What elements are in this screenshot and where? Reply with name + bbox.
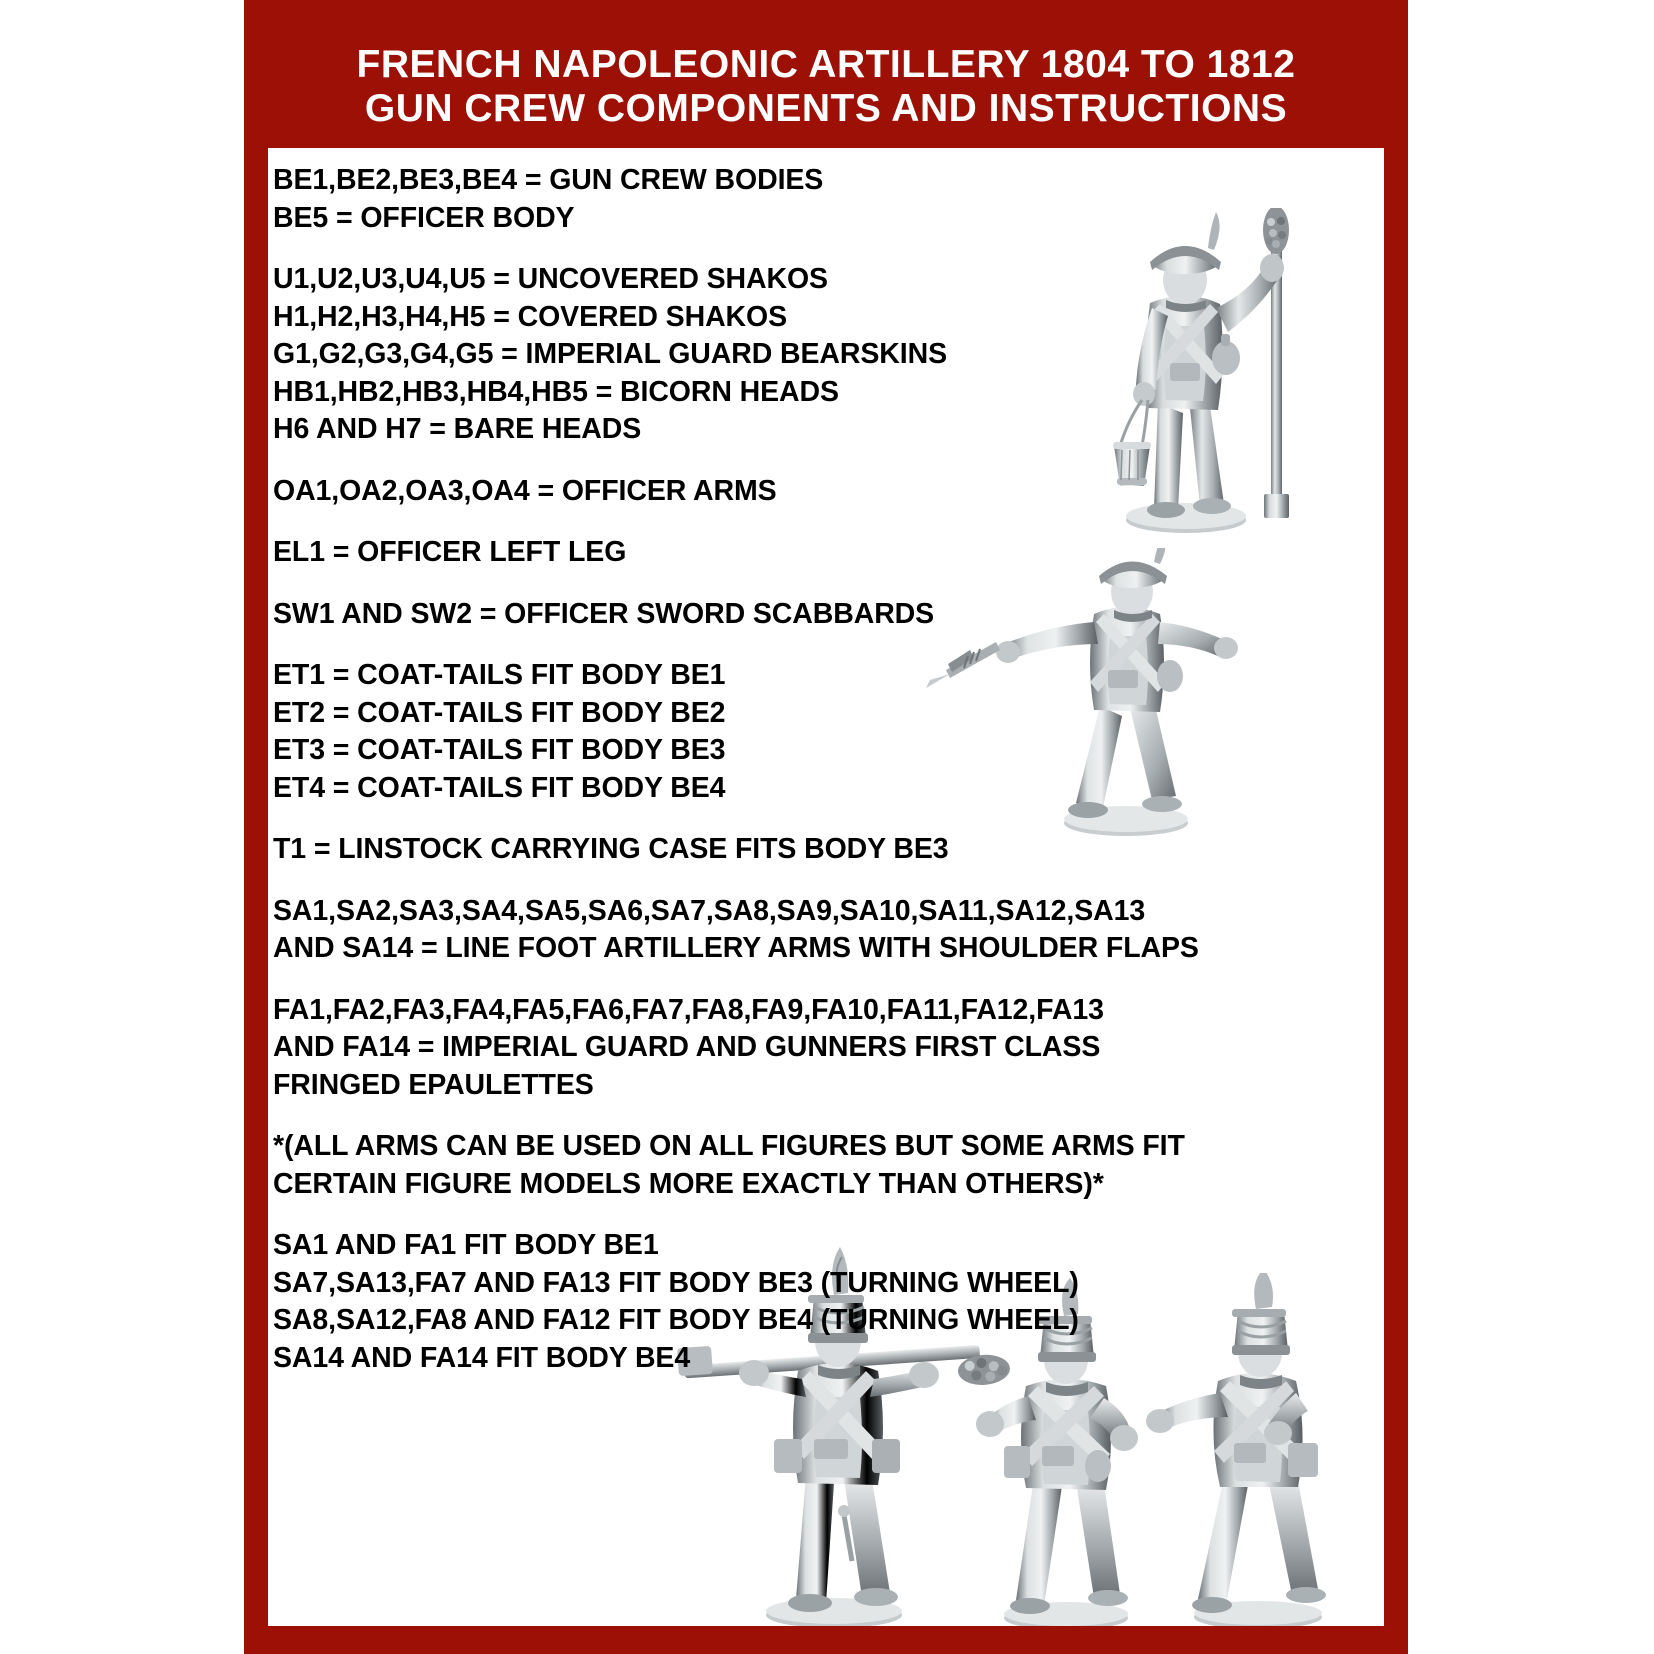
instruction-line: FRINGED EPAULETTES (273, 1068, 594, 1101)
instruction-line: ET2 = COAT-TAILS FIT BODY BE2 (273, 696, 726, 729)
text-spacer (273, 633, 1379, 657)
instruction-line: FA1,FA2,FA3,FA4,FA5,FA6,FA7,FA8,FA9,FA10,FA11,FA12,FA13 (273, 993, 1104, 1026)
text-spacer (273, 237, 1379, 261)
instruction-line: BE1,BE2,BE3,BE4 = GUN CREW BODIES (273, 164, 824, 196)
instruction-line: OA1,OA2,OA3,OA4 = OFFICER ARMS (273, 474, 777, 507)
title-banner (244, 0, 1408, 148)
text-spacer (273, 807, 1379, 831)
instruction-line: SA7,SA13,FA7 AND FA13 FIT BODY BE3 (TURNING WHEEL) (273, 1266, 1079, 1299)
page-title-line-2: GUN CREW COMPONENTS AND INSTRUCTIONS (364, 87, 1288, 130)
instruction-line: AND FA14 = IMPERIAL GUARD AND GUNNERS FIRST CLASS (273, 1031, 1101, 1063)
text-spacer (273, 449, 1379, 473)
instruction-line: AND SA14 = LINE FOOT ARTILLERY ARMS WITH SHOULDER FLAPS (273, 932, 1199, 964)
instruction-line: SA1 AND FA1 FIT BODY BE1 (273, 1229, 659, 1261)
text-spacer (273, 1104, 1379, 1128)
text-spacer (273, 869, 1379, 893)
instruction-line: CERTAIN FIGURE MODELS MORE EXACTLY THAN OTHERS)* (273, 1167, 1104, 1200)
text-spacer (273, 968, 1379, 992)
instruction-line: U1,U2,U3,U4,U5 = UNCOVERED SHAKOS (273, 263, 828, 295)
text-spacer (273, 510, 1379, 534)
instruction-line: G1,G2,G3,G4,G5 = IMPERIAL GUARD BEARSKINS (273, 338, 947, 370)
text-spacer (273, 572, 1379, 596)
instruction-line: ET3 = COAT-TAILS FIT BODY BE3 (273, 734, 726, 766)
instruction-line: T1 = LINSTOCK CARRYING CASE FITS BODY BE3 (273, 833, 949, 865)
instruction-line: BE5 = OFFICER BODY (273, 201, 575, 234)
instruction-line: H6 AND H7 = BARE HEADS (273, 413, 642, 445)
text-spacer (273, 1203, 1379, 1227)
instruction-line: EL1 = OFFICER LEFT LEG (273, 536, 627, 568)
instruction-line: SA8,SA12,FA8 AND FA12 FIT BODY BE4 (TURNING WHEEL) (273, 1304, 1079, 1336)
content-panel (268, 148, 1384, 1626)
instruction-line: SA14 AND FA14 FIT BODY BE4 (273, 1341, 691, 1374)
instructions-text-block (273, 162, 1379, 1377)
instruction-line: H1,H2,H3,H4,H5 = COVERED SHAKOS (273, 300, 788, 333)
instruction-line: SW1 AND SW2 = OFFICER SWORD SCABBARDS (273, 597, 935, 630)
instruction-line: ET4 = COAT-TAILS FIT BODY BE4 (273, 771, 726, 804)
instruction-line: *(ALL ARMS CAN BE USED ON ALL FIGURES BUT SOME ARMS FIT (273, 1130, 1185, 1162)
instruction-line: ET1 = COAT-TAILS FIT BODY BE1 (273, 659, 726, 691)
instruction-line: SA1,SA2,SA3,SA4,SA5,SA6,SA7,SA8,SA9,SA10,SA11,SA12,SA13 (273, 894, 1146, 927)
instruction-line: HB1,HB2,HB3,HB4,HB5 = BICORN HEADS (273, 375, 839, 408)
page-title-line-1: FRENCH NAPOLEONIC ARTILLERY 1804 TO 1812 (356, 42, 1296, 86)
